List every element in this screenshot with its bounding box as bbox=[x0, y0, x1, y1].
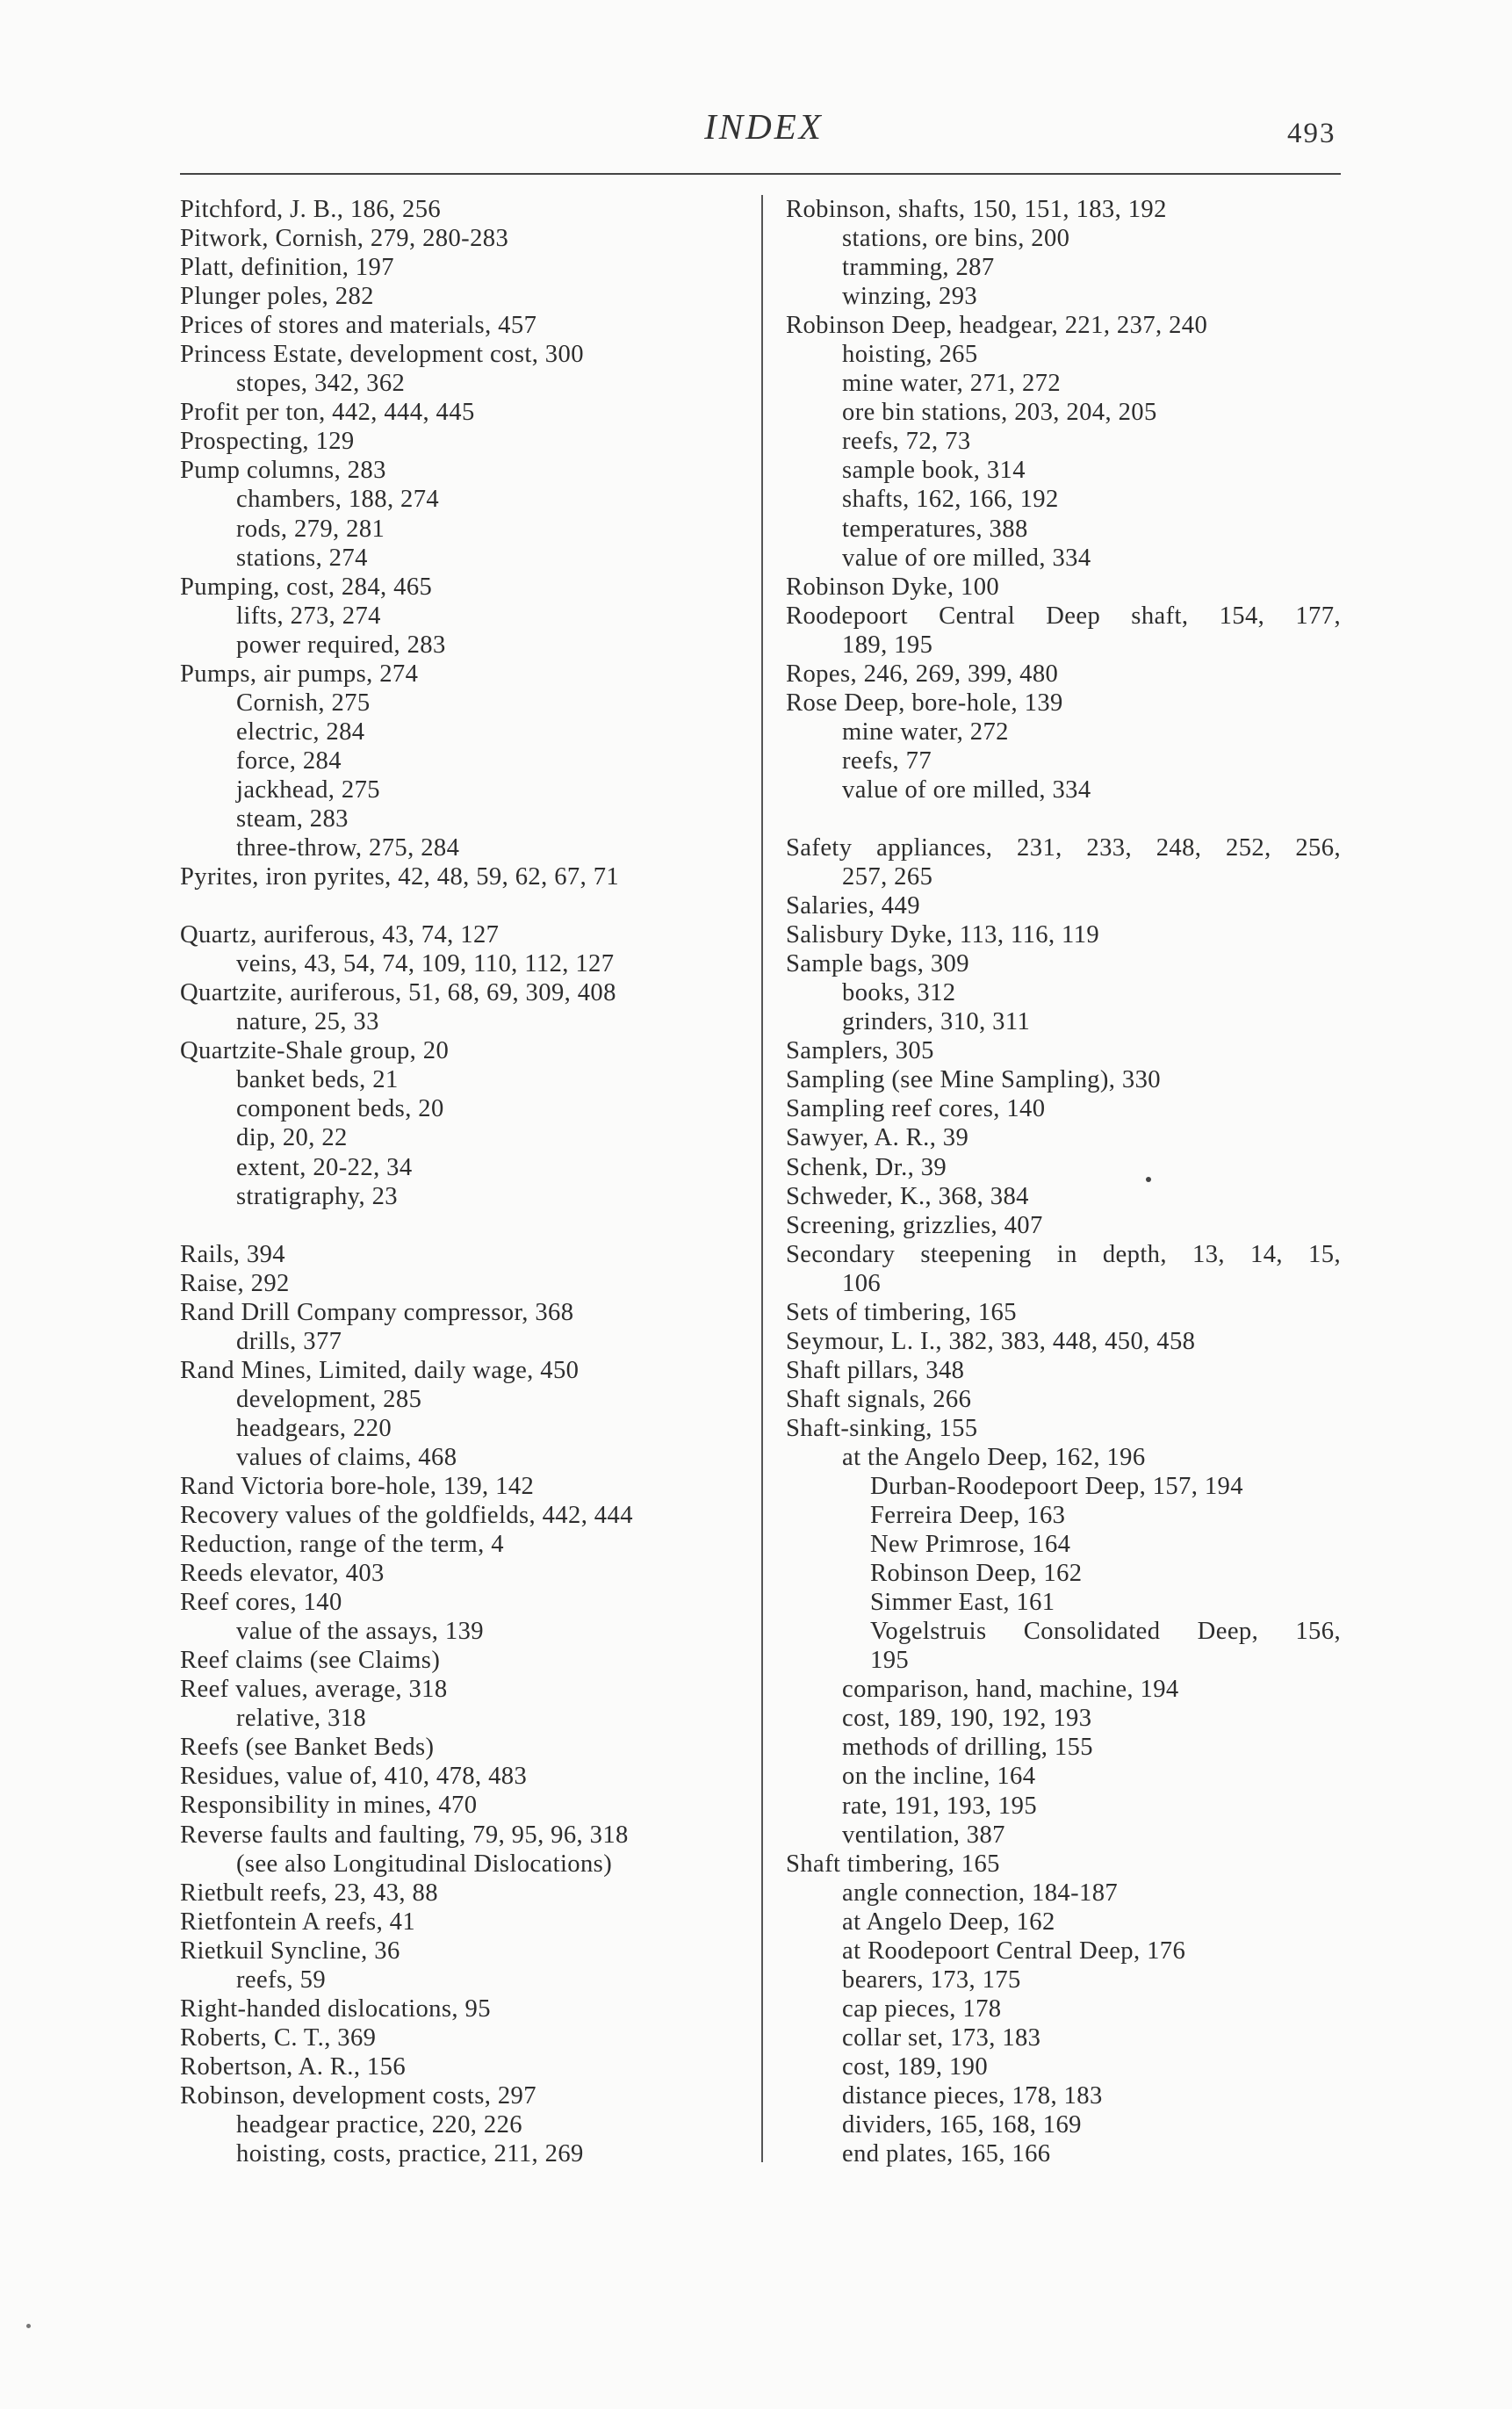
index-subentry: Cornish, 275 bbox=[236, 689, 371, 717]
index-entry: Quartzite, auriferous, 51, 68, 69, 309, 408 bbox=[180, 979, 616, 1007]
index-entry: Sets of timbering, 165 bbox=[786, 1298, 1017, 1326]
index-subentry: value of the assays, 139 bbox=[236, 1618, 484, 1646]
index-subentry: methods of drilling, 155 bbox=[842, 1734, 1093, 1762]
index-entry: Rietbult reefs, 23, 43, 88 bbox=[180, 1879, 438, 1907]
stray-ink-dot bbox=[1146, 1177, 1151, 1182]
index-entry: Robertson, A. R., 156 bbox=[180, 2052, 407, 2081]
index-entry: Prospecting, 129 bbox=[180, 428, 355, 456]
index-subentry: steam, 283 bbox=[236, 804, 349, 833]
index-entry: Shaft-sinking, 155 bbox=[786, 1414, 978, 1442]
index-entry: Prices of stores and materials, 457 bbox=[180, 312, 537, 340]
index-subentry: mine water, 272 bbox=[842, 718, 1009, 746]
index-subentry: hoisting, 265 bbox=[842, 341, 978, 369]
index-subentry: Simmer East, 161 bbox=[870, 1589, 1055, 1617]
index-subentry: dividers, 165, 168, 169 bbox=[842, 2111, 1082, 2139]
index-subentry: stations, ore bins, 200 bbox=[842, 225, 1070, 253]
index-entry: Reef values, average, 318 bbox=[180, 1676, 448, 1704]
running-header-title: INDEX bbox=[704, 106, 824, 147]
index-subentry: component beds, 20 bbox=[236, 1095, 444, 1123]
index-subentry: shafts, 162, 166, 192 bbox=[842, 486, 1059, 514]
index-entry: Princess Estate, development cost, 300 bbox=[180, 341, 584, 369]
index-entry: Shaft signals, 266 bbox=[786, 1385, 972, 1413]
index-entry: Salisbury Dyke, 113, 116, 119 bbox=[786, 921, 1100, 949]
index-entry: Sampling (see Mine Sampling), 330 bbox=[786, 1066, 1161, 1094]
index-entry: Pitwork, Cornish, 279, 280-283 bbox=[180, 225, 509, 253]
index-entry: Pitchford, J. B., 186, 256 bbox=[180, 196, 442, 223]
index-subentry: relative, 318 bbox=[236, 1705, 367, 1733]
index-entry: Reef claims (see Claims) bbox=[180, 1647, 441, 1675]
index-subentry: sample book, 314 bbox=[842, 457, 1026, 485]
index-subentry: hoisting, costs, practice, 211, 269 bbox=[236, 2140, 584, 2168]
index-subentry: at the Angelo Deep, 162, 196 bbox=[842, 1443, 1146, 1471]
index-subentry: books, 312 bbox=[842, 979, 956, 1007]
index-subentry: rate, 191, 193, 195 bbox=[842, 1792, 1038, 1820]
index-entry: Sawyer, A. R., 39 bbox=[786, 1124, 969, 1152]
index-subentry: Robinson Deep, 162 bbox=[870, 1560, 1083, 1588]
index-entry: Sample bags, 309 bbox=[786, 950, 969, 978]
index-entry: Samplers, 305 bbox=[786, 1037, 934, 1065]
index-entry: Pyrites, iron pyrites, 42, 48, 59, 62, 67, 71 bbox=[180, 863, 620, 891]
index-subentry: banket beds, 21 bbox=[236, 1066, 399, 1094]
index-entry: Rietkuil Syncline, 36 bbox=[180, 1937, 400, 1965]
index-subentry: 195 bbox=[870, 1647, 910, 1675]
index-subentry: mine water, 271, 272 bbox=[842, 370, 1062, 398]
index-subentry: dip, 20, 22 bbox=[236, 1124, 348, 1152]
index-subentry: end plates, 165, 166 bbox=[842, 2140, 1051, 2168]
index-subentry: stations, 274 bbox=[236, 544, 368, 572]
index-subentry: bearers, 173, 175 bbox=[842, 1965, 1021, 1994]
index-entry: Robinson Dyke, 100 bbox=[786, 573, 1000, 601]
index-entry: Recovery values of the goldfields, 442, 444 bbox=[180, 1502, 633, 1530]
index-entry: Seymour, L. I., 382, 383, 448, 450, 458 bbox=[786, 1327, 1196, 1355]
index-entry: Pumping, cost, 284, 465 bbox=[180, 573, 433, 601]
index-entry: Rails, 394 bbox=[180, 1240, 285, 1268]
index-entry: Salaries, 449 bbox=[786, 892, 920, 920]
index-entry: Plunger poles, 282 bbox=[180, 283, 374, 311]
index-entry: Raise, 292 bbox=[180, 1269, 290, 1297]
index-entry: Platt, definition, 197 bbox=[180, 254, 394, 282]
index-subentry: angle connection, 184-187 bbox=[842, 1879, 1119, 1907]
index-subentry: (see also Longitudinal Dislocations) bbox=[236, 1850, 613, 1878]
index-subentry: on the incline, 164 bbox=[842, 1763, 1036, 1791]
index-entry: Secondary steepening in depth, 13, 14, 15, bbox=[786, 1240, 1341, 1268]
index-column-right bbox=[786, 195, 1341, 2168]
index-subentry: temperatures, 388 bbox=[842, 515, 1028, 543]
header-rule bbox=[180, 173, 1341, 175]
page-number: 493 bbox=[1287, 118, 1336, 149]
index-entry: Sampling reef cores, 140 bbox=[786, 1095, 1046, 1123]
index-entry: Profit per ton, 442, 444, 445 bbox=[180, 399, 475, 427]
index-entry: Rand Mines, Limited, daily wage, 450 bbox=[180, 1356, 580, 1384]
index-entry: Rietfontein A reefs, 41 bbox=[180, 1908, 416, 1936]
index-subentry: comparison, hand, machine, 194 bbox=[842, 1676, 1179, 1704]
index-subentry: electric, 284 bbox=[236, 718, 365, 746]
index-subentry: 106 bbox=[842, 1269, 882, 1297]
index-subentry: reefs, 77 bbox=[842, 747, 932, 775]
index-subentry: value of ore milled, 334 bbox=[842, 775, 1091, 804]
index-subentry: headgears, 220 bbox=[236, 1414, 392, 1442]
index-subentry: stopes, 342, 362 bbox=[236, 370, 406, 398]
index-subentry: jackhead, 275 bbox=[236, 775, 380, 804]
index-subentry: force, 284 bbox=[236, 747, 342, 775]
index-subentry: at Angelo Deep, 162 bbox=[842, 1908, 1055, 1936]
index-entry: Reduction, range of the term, 4 bbox=[180, 1531, 504, 1559]
index-subentry: stratigraphy, 23 bbox=[236, 1182, 399, 1210]
index-entry: Schenk, Dr., 39 bbox=[786, 1153, 947, 1181]
index-subentry: power required, 283 bbox=[236, 631, 446, 659]
index-entry: Robinson, shafts, 150, 151, 183, 192 bbox=[786, 196, 1167, 223]
index-subentry: rods, 279, 281 bbox=[236, 515, 385, 543]
index-subentry: three-throw, 275, 284 bbox=[236, 834, 460, 862]
index-entry: Screening, grizzlies, 407 bbox=[786, 1211, 1043, 1239]
index-entry: Rose Deep, bore-hole, 139 bbox=[786, 689, 1063, 717]
index-entry: Safety appliances, 231, 233, 248, 252, 256, bbox=[786, 833, 1341, 862]
index-subentry: winzing, 293 bbox=[842, 283, 978, 311]
index-subentry: values of claims, 468 bbox=[236, 1443, 457, 1471]
index-entry: Pump columns, 283 bbox=[180, 457, 386, 485]
index-subentry: New Primrose, 164 bbox=[870, 1531, 1071, 1559]
index-subentry: ventilation, 387 bbox=[842, 1821, 1005, 1849]
index-subentry: at Roodepoort Central Deep, 176 bbox=[842, 1937, 1186, 1965]
index-entry: Reef cores, 140 bbox=[180, 1589, 342, 1617]
index-subentry: development, 285 bbox=[236, 1385, 422, 1413]
section-gap bbox=[180, 891, 751, 920]
index-subentry: Ferreira Deep, 163 bbox=[870, 1502, 1066, 1530]
index-entry: Ropes, 246, 269, 399, 480 bbox=[786, 660, 1059, 688]
index-entry: Reverse faults and faulting, 79, 95, 96, 318 bbox=[180, 1821, 629, 1849]
index-entry: Roberts, C. T., 369 bbox=[180, 2023, 377, 2052]
index-subentry: cost, 189, 190 bbox=[842, 2052, 989, 2081]
index-subentry: chambers, 188, 274 bbox=[236, 486, 440, 514]
index-subentry: Durban-Roodepoort Deep, 157, 194 bbox=[870, 1473, 1243, 1501]
index-subentry: tramming, 287 bbox=[842, 254, 995, 282]
index-entry: Rand Victoria bore-hole, 139, 142 bbox=[180, 1472, 535, 1500]
index-entry: Right-handed dislocations, 95 bbox=[180, 1994, 491, 2023]
section-gap bbox=[180, 1211, 751, 1240]
index-entry: Robinson, development costs, 297 bbox=[180, 2081, 536, 2110]
index-entry: Quartz, auriferous, 43, 74, 127 bbox=[180, 921, 500, 949]
index-subentry: headgear practice, 220, 226 bbox=[236, 2111, 522, 2139]
index-entry: Shaft pillars, 348 bbox=[786, 1356, 965, 1384]
index-subentry: ore bin stations, 203, 204, 205 bbox=[842, 399, 1157, 427]
column-divider bbox=[761, 195, 763, 2162]
index-entry: Rand Drill Company compressor, 368 bbox=[180, 1298, 574, 1326]
index-entry: Quartzite-Shale group, 20 bbox=[180, 1037, 450, 1065]
stray-ink-mark bbox=[26, 2324, 31, 2328]
index-subentry: Vogelstruis Consolidated Deep, 156, bbox=[870, 1618, 1341, 1646]
index-subentry: veins, 43, 54, 74, 109, 110, 112, 127 bbox=[236, 950, 615, 978]
index-subentry: collar set, 173, 183 bbox=[842, 2023, 1041, 2052]
index-entry: Reeds elevator, 403 bbox=[180, 1560, 385, 1588]
index-subentry: reefs, 59 bbox=[236, 1965, 327, 1994]
index-subentry: distance pieces, 178, 183 bbox=[842, 2082, 1103, 2110]
index-subentry: value of ore milled, 334 bbox=[842, 544, 1091, 572]
index-column-left bbox=[180, 195, 751, 2168]
index-subentry: 189, 195 bbox=[842, 631, 933, 659]
index-entry: Responsibility in mines, 470 bbox=[180, 1792, 478, 1820]
index-entry: Robinson Deep, headgear, 221, 237, 240 bbox=[786, 312, 1208, 340]
index-subentry: grinders, 310, 311 bbox=[842, 1008, 1031, 1036]
index-entry: Pumps, air pumps, 274 bbox=[180, 660, 419, 688]
index-entry: Shaft timbering, 165 bbox=[786, 1850, 1000, 1878]
index-entry: Residues, value of, 410, 478, 483 bbox=[180, 1763, 528, 1791]
index-subentry: cost, 189, 190, 192, 193 bbox=[842, 1705, 1092, 1733]
index-entry: Schweder, K., 368, 384 bbox=[786, 1182, 1029, 1210]
index-subentry: reefs, 72, 73 bbox=[842, 428, 971, 456]
index-subentry: 257, 265 bbox=[842, 863, 933, 891]
section-gap bbox=[786, 804, 1341, 833]
index-subentry: drills, 377 bbox=[236, 1327, 342, 1355]
index-subentry: extent, 20-22, 34 bbox=[236, 1153, 413, 1181]
index-subentry: nature, 25, 33 bbox=[236, 1008, 379, 1036]
index-subentry: cap pieces, 178 bbox=[842, 1994, 1002, 2023]
index-subentry: lifts, 273, 274 bbox=[236, 602, 381, 630]
index-entry: Reefs (see Banket Beds) bbox=[180, 1734, 435, 1762]
index-entry: Roodepoort Central Deep shaft, 154, 177, bbox=[786, 602, 1341, 630]
